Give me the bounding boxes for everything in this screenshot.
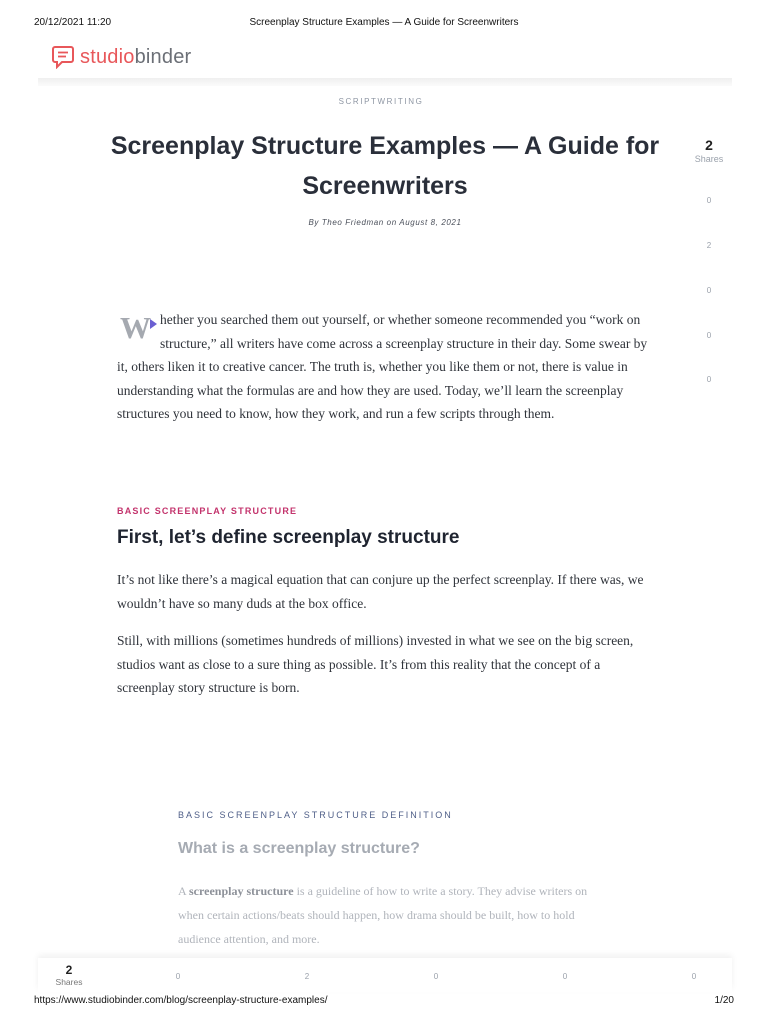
bottom-share-total-block — [52, 964, 86, 988]
bottom-share-count-facebook[interactable]: 0 — [175, 972, 181, 981]
share-count-email[interactable]: 0 — [706, 375, 712, 384]
share-count-twitter[interactable]: 2 — [706, 241, 712, 250]
share-label: Shares — [694, 154, 724, 164]
definition-heading: What is a screenplay structure? — [178, 840, 420, 857]
paragraph-text: Still, with millions (sometimes hundreds of millions) invested in what we see on the big screen, studios want as close to a sure thing as possible. It’s from this reality that the concept of a screenplay story structure is born. — [117, 633, 634, 695]
definition-eyebrow: BASIC SCREENPLAY STRUCTURE DEFINITION — [178, 810, 453, 820]
navigation-bar — [38, 78, 732, 86]
paragraph — [117, 568, 653, 615]
definition-term: screenplay structure — [189, 884, 294, 898]
share-rail — [690, 137, 728, 384]
dropcap-letter: W — [120, 310, 151, 345]
section-heading: First, let’s define screenplay structure — [117, 527, 460, 548]
bottom-share-count-linkedin[interactable]: 0 — [562, 972, 568, 981]
bottom-share-count-twitter[interactable]: 2 — [304, 972, 310, 981]
definition-lead: A — [178, 884, 190, 898]
logo-wordmark — [80, 46, 191, 69]
section-eyebrow: BASIC SCREENPLAY STRUCTURE — [117, 506, 298, 516]
bottom-share-bar — [38, 958, 732, 992]
category-link[interactable]: SCRIPTWRITING — [338, 97, 424, 106]
speech-bubble-logo-icon — [52, 45, 74, 69]
print-page-number: 1/20 — [714, 995, 734, 1006]
intro-text: hether you searched them out yourself, or whether someone recommended you “work on structure,” all writers have come across a screenplay structure in their day. Some swear by it, others liken it to creative cancer. The truth is, whether you like them or not, there is value in understanding what the formulas are and how they are used. Today, we’ll learn the screenplay structures you need to know, how they work, and run a few scripts through them. — [117, 312, 648, 421]
bottom-share-total: 2 — [65, 963, 73, 977]
share-total: 2 — [705, 137, 713, 153]
byline: By Theo Friedman on August 8, 2021 — [308, 218, 462, 227]
article-title: Screenplay Structure Examples — A Guide for Screenwriters — [110, 132, 660, 200]
definition-text: is a guideline of how to write a story. They advise writers on when certain actions/beats should happen, how drama should be built, how to hold audience attention, and more. — [178, 884, 588, 946]
print-footer — [34, 995, 734, 1009]
bottom-share-count-email[interactable]: 0 — [691, 972, 697, 981]
bottom-share-count-pinterest[interactable]: 0 — [433, 972, 439, 981]
logo-studio: studio — [80, 45, 135, 68]
logo-binder: binder — [134, 45, 192, 68]
play-triangle-icon — [150, 319, 157, 329]
print-page-title: Screenplay Structure Examples — A Guide for Screenwriters — [249, 17, 519, 28]
share-count-pinterest[interactable]: 0 — [706, 286, 712, 295]
dropcap — [117, 308, 155, 346]
paragraph — [117, 629, 653, 700]
print-url: https://www.studiobinder.com/blog/screenplay-structure-examples/ — [34, 995, 328, 1006]
paragraph-text: It’s not like there’s a magical equation that can conjure up the perfect screenplay. If there was, we wouldn’t have so many duds at the box office. — [117, 572, 644, 611]
studiobinder-logo[interactable] — [52, 45, 191, 69]
share-count-linkedin[interactable]: 0 — [706, 331, 712, 340]
bottom-share-label: Shares — [55, 977, 83, 987]
intro-paragraph — [117, 308, 653, 426]
share-count-facebook[interactable]: 0 — [706, 196, 712, 205]
print-header — [34, 17, 734, 31]
print-datetime: 20/12/2021 11:20 — [34, 17, 112, 28]
definition-body — [178, 879, 598, 951]
